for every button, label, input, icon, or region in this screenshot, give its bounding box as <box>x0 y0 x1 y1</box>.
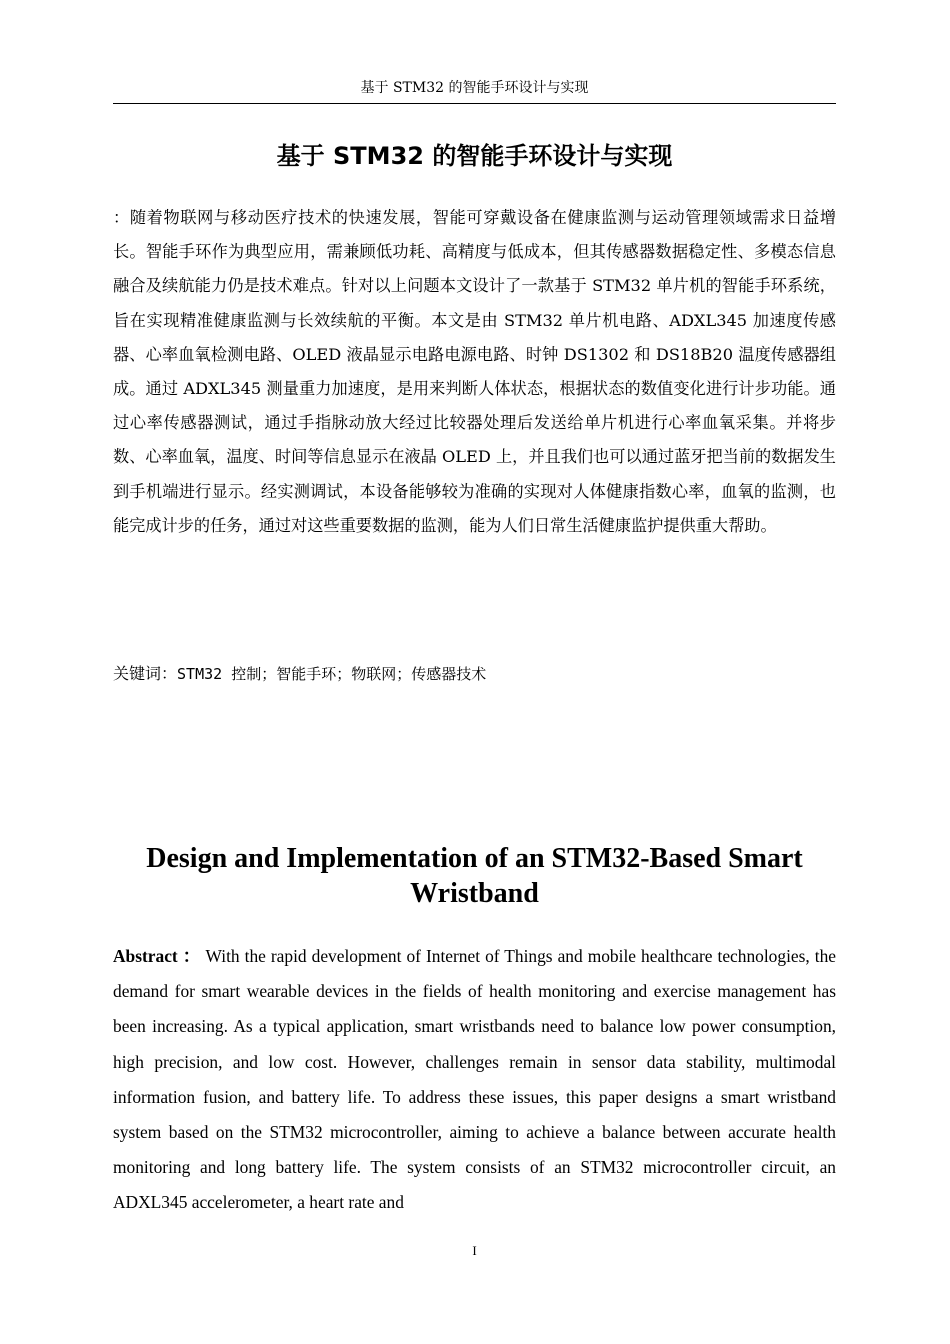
keywords-text: STM32 控制；智能手环；物联网；传感器技术 <box>177 665 487 683</box>
chinese-abstract-label: ： <box>113 208 130 227</box>
english-title: Design and Implementation of an STM32-Based Smart Wristband <box>146 843 803 909</box>
english-abstract-text: With the rapid development of Internet of Things and mobile healthcare technologies, the demand for smart wearable devices in the fields of health monitoring and exercise management has been increasing. As a typical application, smart wristbands need to balance low power consumption, high precision, and low cost. However, challenges remain in sensor data stability, multimodal information fusion, and battery life. To address these issues, this paper designs a smart wristband system based on the STM32 microcontroller, aiming to achieve a balance between accurate health monitoring and long battery life. The system consists of an STM32 microcontroller circuit, an ADXL345 accelerometer, a heart rate and <box>113 946 836 1213</box>
chinese-abstract <box>113 201 836 543</box>
page-number: I <box>472 1243 477 1258</box>
chinese-title: 基于 STM32 的智能手环设计与实现 <box>276 142 673 170</box>
chinese-keywords <box>113 660 836 688</box>
running-header: 基于 STM32 的智能手环设计与实现 <box>360 80 589 96</box>
english-abstract-label: Abstract ： <box>113 946 201 966</box>
english-abstract <box>113 939 836 1219</box>
keywords-label: 关键词： <box>113 664 178 683</box>
header-rule <box>113 103 836 104</box>
chinese-abstract-text: 随着物联网与移动医疗技术的快速发展，智能可穿戴设备在健康监测与运动管理领域需求日益增长。智能手环作为典型应用，需兼顾低功耗、高精度与低成本，但其传感器数据稳定性、多模态信息融合及续航能力仍是技术难点。针对以上问题本文设计了一款基于 STM32 单片机的智能手环系统，旨在实现精准健康监测与长效续航的平衡。本文是由 STM32 单片机电路、ADXL345 加速度传感器、心率血氧检测电路、OLED 液晶显示电路电源电路、时钟 DS1302 和 DS18B20 温度传感器组成。通过 ADXL345 测量重力加速度，是用来判断人体状态，根据状态的数值变化进行计步功能。通过心率传感器测试，通过手指脉动放大经过比较器处理后发送给单片机进行心率血氧采集。并将步数、心率血氧，温度、时间等信息显示在液晶 OLED 上，并且我们也可以通过蓝牙把当前的数据发生到手机端进行显示。经实测调试，本设备能够较为准确的实现对人体健康指数心率，血氧的监测，也能完成计步的任务，通过对这些重要数据的监测，能为人们日常生活健康监护提供重大帮助。 <box>113 208 837 535</box>
